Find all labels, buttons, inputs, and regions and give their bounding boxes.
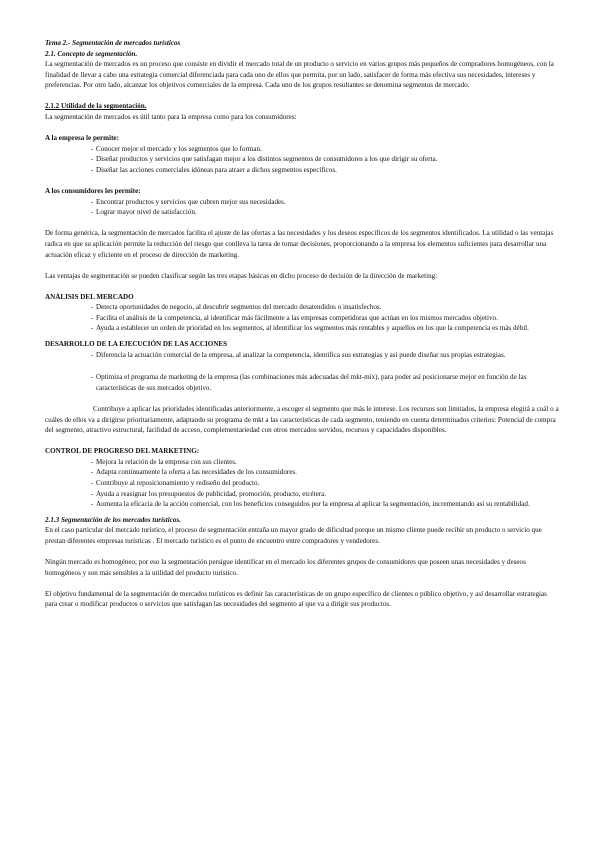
generic-paragraph: De forma genérica, la segmentación de mercados facilita el ajuste de las ofertas a las necesidades y los deseos específicos de los segmentos identificados. La utilidad o las ventajas radica en que su aplicación permite la reducción del riesgo que conlleva la tarea de tomar decisiones, proporcionando a la empresa los elementos suficientes para desarrollar una actuación eficaz y eficiente en el proceso de dirección de marketing.	[45, 229, 554, 259]
list-item: - Adapta continuamente la oferta a las necesidades de los consumidores.	[45, 467, 560, 478]
section-2-1-heading: 2.1. Concepto de segmentación.	[45, 49, 138, 58]
list-item: - Mejora la relación de la empresa con sus clientes.	[45, 457, 560, 468]
list-item: - Contribuye al reposicionamiento y rediseño del producto.	[45, 478, 560, 489]
analisis-list	[45, 302, 560, 334]
list-item: - Diseñar las acciones comerciales idóneas para atraer a dichos segmentos específicos.	[45, 165, 560, 176]
list-item: - Aumenta la eficacia de la acción comercial, con los beneficios conseguidos por la empresa al aplicar la segmentación, incrementando así su rentabilidad.	[45, 499, 560, 510]
list-item: - Facilita el análisis de la competencia, al identificar más fácilmente a las empresas competidoras que actúan en los mismos mercados objetivo.	[45, 313, 560, 324]
section-2-1-2-heading: 2.1.2 Utilidad de la segmentación.	[45, 102, 147, 111]
list-item: - Optimiza el programa de marketing de la empresa (las combinaciones más adecuadas del mkt-mix), para poder así posicionarse mejor en función de las características de sus mercados objetivo.	[45, 372, 560, 393]
analisis-heading: ANÁLISIS DEL MERCADO	[45, 292, 134, 301]
control-heading: CONTROL DE PROGRESO DEL MARKETING:	[45, 447, 200, 456]
empresa-label: A la empresa le permite:	[45, 134, 119, 143]
desarrollo-heading: DESARROLLO DE LA EJECUCIÓN DE LAS ACCIONES	[45, 340, 228, 349]
section-2-1-3-p1: En el caso particular del mercado turístico, el proceso de segmentación entraña un mayor grado de dificultad porque un mismo cliente puede recibir un producto o servicio que prestan diferentes empresas turísticas . El mercado turístico es el punto de encuentro entre compradores y vendedores.	[45, 526, 542, 545]
document-title: Tema 2.- Segmentación de mercados turísticos	[45, 39, 181, 47]
document-page	[45, 38, 560, 610]
list-item: - Conocer mejor el mercado y los segmentos que lo forman.	[45, 144, 560, 155]
desarrollo-list	[45, 350, 560, 394]
list-item: - Ayuda a reasignar los presupuestos de publicidad, promoción, producto, etcétera.	[45, 489, 560, 500]
section-2-1-text: La segmentación de mercados es un proceso que consiste en dividir el mercado total de un producto o servicio en varios grupos más pequeños de compradores homogéneos, con la finalidad de llevar a cabo una estrategia comercial diferenciada para cada uno de ellos que permita, por un lado, satisfacer de forma más efectiva sus necesidades, intereses y preferencias. Por otro lado, alcanzar los objetivos comerciales de la empresa. Cada uno de los grupos resultantes se denomina segmentos de mercado.	[45, 60, 554, 90]
section-2-1-3-p3: El objetivo fundamental de la segmentación de mercados turísticos es definir las características de un grupo específico de clientes o público objetivo, y así desarrollar estrategias para crear o modificar productos o servicios que satisfagan las necesidades del segmento al que va a dirigir sus productos.	[45, 589, 547, 609]
list-item: - Detecta oportunidades de negocio, al descubrir segmentos del mercado desatendidos o insatisfechos.	[45, 302, 560, 313]
consumidores-label: A los consumidores les permite:	[45, 187, 141, 196]
list-item: - Diferencia la actuación comercial de la empresa, al analizar la competencia, identifica sus estrategias y así puede diseñar sus propias estrategias.	[45, 350, 560, 361]
control-list	[45, 457, 560, 510]
list-item: - Ayuda a establecer un orden de prioridad en los segmentos, al identificar los segmentos más rentables y aquellos en los que la competencia es más débil.	[45, 323, 560, 334]
list-item: - Encontrar productos y servicios que cubren mejor sus necesidades.	[45, 197, 560, 208]
section-2-1-3-p2: Ningún mercado es homogéneo; por eso la segmentación persigue identificar en el mercado los diferentes grupos de consumidores que poseen unas necesidades y deseos homogéneos y son más sensibles a la utilidad del producto turístico.	[45, 558, 526, 577]
stages-paragraph: Las ventajas de segmentación se pueden clasificar según las tres etapas básicas en dicho proceso de decisión de la dirección de marketing:	[45, 271, 438, 280]
contribuye-paragraph: Contribuye a aplicar las prioridades identificadas anteriormente, a escoger el segmento que más le interese. Los recursos son limitados, la empresa elegirá a cuál o a cuáles de ellos va a dirigirse prioritariamente, adaptando su programa de mkt a las características de cada segmento, teniendo en cuenta determinados criterios: Potencial de compra del segmento, atractivo estructural, facilidad de acceso, complementariedad con otros mercados servidos, recursos y capacidades disponibles.	[45, 404, 559, 435]
list-item: - Diseñar productos y servicios que satisfagan mejor a los distintos segmentos de consumidores a los que dirigir su oferta.	[45, 154, 560, 165]
section-2-1-3-heading: 2.1.3 Segmentación de los mercados turísticos.	[45, 515, 181, 524]
section-2-1-2-intro: La segmentación de mercados es útil tanto para la empresa como para los consumidores:	[45, 113, 297, 122]
consumidores-list	[45, 197, 560, 218]
list-item: - Lograr mayor nivel de satisfacción.	[45, 207, 560, 218]
empresa-list	[45, 144, 560, 176]
